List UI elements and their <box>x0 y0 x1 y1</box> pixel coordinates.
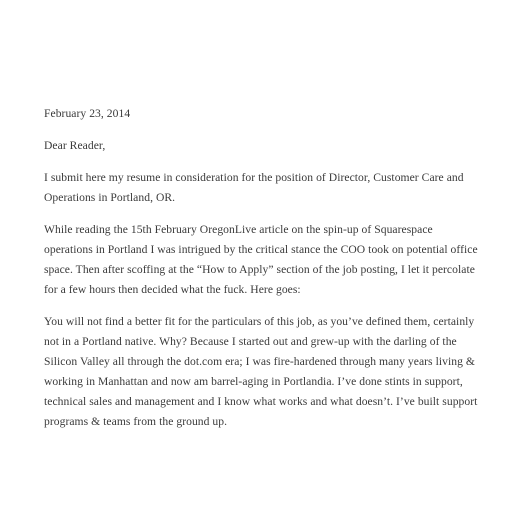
letter-paragraph-background: While reading the 15th February OregonLive article on the spin-up of Squarespace operations in Portland I was intrigued by the critical stance the COO took on potential office space. Then after scoffing at the “How to Apply” section of the job posting, I let it percolate for a few hours then decided what the fuck. Here goes: <box>44 223 478 296</box>
letter-paragraph-qualifications: You will not find a better fit for the particulars of this job, as you’ve defined them, certainly not in a Portland native. Why? Because I started out and grew-up with the darling of the Silicon Valley all through the dot.com era; I was fire-hardened through many years living & working in Manhattan and now am barrel-aging in Portlandia. I’ve done stints in support, technical sales and management and I know what works and what doesn’t. I’ve built support programs & teams from the ground up. <box>44 315 478 428</box>
letter-paragraph-intro: I submit here my resume in consideration for the position of Director, Customer Care and Operations in Portland, OR. <box>44 171 464 204</box>
letter-salutation: Dear Reader, <box>44 139 106 152</box>
letter-date: February 23, 2014 <box>44 107 131 120</box>
cover-letter <box>44 104 484 444</box>
